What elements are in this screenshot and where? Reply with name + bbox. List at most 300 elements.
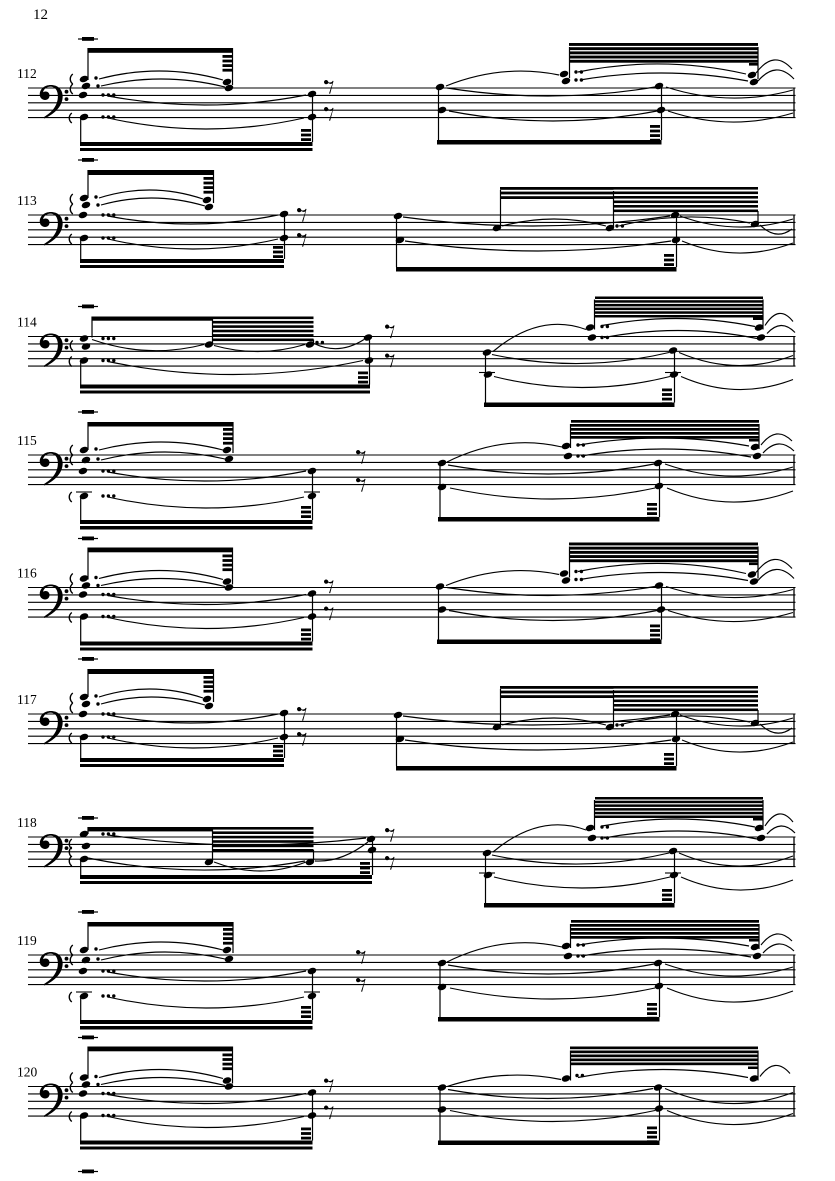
slur — [761, 434, 792, 445]
slur — [446, 71, 559, 86]
augmentation-dot — [574, 570, 577, 573]
beam-stub — [650, 134, 660, 137]
notehead — [437, 483, 447, 492]
slur — [758, 70, 794, 81]
notehead — [561, 442, 571, 451]
tremolo-beam — [614, 691, 759, 694]
system-measure-112 — [17, 37, 796, 151]
notehead — [747, 570, 757, 579]
slur — [403, 216, 670, 226]
notehead — [756, 834, 766, 843]
beam — [749, 939, 759, 942]
slur — [108, 595, 306, 605]
beam-stub — [358, 372, 368, 375]
tremolo-beam — [595, 308, 763, 311]
augmentation-dot — [112, 213, 115, 216]
beam-stub — [650, 139, 660, 142]
beam-stub — [662, 898, 672, 901]
slur — [101, 952, 225, 960]
arpeggio-paren-icon — [70, 703, 73, 713]
notehead — [563, 452, 573, 461]
slur — [92, 340, 204, 351]
augmentation-dot — [101, 93, 104, 96]
slur — [767, 325, 795, 333]
slur — [602, 318, 755, 326]
notehead — [307, 467, 317, 476]
tremolo-beam — [213, 317, 314, 320]
notehead — [393, 212, 403, 221]
slur — [667, 988, 793, 1002]
slur — [214, 345, 305, 352]
slur — [447, 443, 562, 462]
tremolo-beam — [213, 321, 314, 324]
tremolo-beam — [571, 432, 759, 435]
beam — [80, 1026, 313, 1030]
beam-stub — [223, 433, 233, 436]
notehead — [279, 709, 289, 718]
beam-stub — [223, 437, 233, 440]
bass-clef-dot — [65, 957, 69, 961]
augmentation-dot — [96, 584, 99, 587]
tremolo-beam — [569, 555, 758, 558]
beam-stub — [301, 1132, 311, 1135]
beam-stub — [301, 511, 311, 514]
notehead — [668, 346, 678, 355]
notehead — [78, 467, 88, 476]
arpeggio-paren-icon — [70, 455, 73, 465]
notehead — [307, 1088, 317, 1097]
beam-stub — [301, 515, 311, 518]
beam — [80, 520, 313, 524]
eighth-rest-icon — [324, 107, 334, 121]
beam — [80, 391, 370, 394]
augmentation-dot — [112, 1114, 115, 1117]
notehead — [437, 459, 447, 468]
arpeggio-paren-icon — [70, 1083, 73, 1093]
notehead — [81, 842, 91, 851]
measure-number: 116 — [17, 565, 37, 581]
beam-stub — [647, 1012, 657, 1015]
eighth-rest-icon — [385, 354, 395, 368]
augmentation-dot — [101, 469, 104, 472]
notehead — [654, 982, 664, 991]
notehead — [78, 967, 88, 976]
arpeggio-paren-icon — [70, 584, 73, 594]
beam-stub — [650, 625, 660, 628]
tremolo-beam — [595, 797, 763, 800]
beam-stub — [647, 1017, 657, 1020]
beam-stub — [223, 60, 233, 63]
augmentation-dot — [112, 994, 115, 997]
tremolo-beam — [614, 210, 759, 213]
beam-stub — [664, 762, 674, 765]
beam-stub — [647, 1003, 657, 1006]
notehead — [78, 1089, 88, 1098]
beam-stub — [647, 503, 657, 506]
slur — [756, 559, 792, 572]
beam-stub — [223, 1054, 233, 1057]
augmentation-dot — [615, 723, 618, 726]
notehead — [363, 333, 373, 342]
arpeggio-paren-icon — [70, 194, 73, 204]
slur — [99, 442, 223, 450]
beam-stub — [301, 633, 311, 636]
augmentation-dot — [101, 832, 104, 835]
beam-stub — [204, 186, 214, 189]
tremolo-beam — [570, 1059, 758, 1062]
slur — [101, 452, 225, 460]
beam-stub — [223, 1067, 233, 1070]
augmentation-dot — [575, 1074, 578, 1077]
eighth-rest-icon — [385, 828, 395, 842]
notehead — [483, 871, 493, 880]
slur — [108, 738, 278, 748]
measure-number: 113 — [17, 193, 37, 208]
tremolo-beam — [570, 1063, 758, 1066]
notehead — [81, 456, 91, 465]
slur — [579, 938, 749, 946]
beam-stub — [301, 1128, 311, 1131]
beam-stub — [664, 753, 674, 756]
beam — [80, 875, 372, 879]
notehead — [307, 612, 317, 621]
notehead — [656, 106, 666, 115]
eighth-rest-icon — [324, 1106, 334, 1120]
augmentation-dot — [112, 359, 115, 362]
notehead — [752, 452, 762, 461]
slur — [580, 572, 748, 580]
arpeggio-paren-icon — [69, 733, 72, 743]
system-measure-114 — [17, 297, 796, 408]
slur — [682, 241, 793, 253]
slur — [579, 438, 749, 446]
augmentation-dot — [112, 93, 115, 96]
arpeggio-paren-icon — [69, 492, 72, 502]
tremolo-dash-icon — [82, 37, 94, 41]
slur — [108, 997, 304, 1008]
augmentation-dot — [94, 76, 97, 79]
beam-stub — [273, 246, 283, 249]
measure-number: 115 — [17, 433, 37, 448]
notehead — [656, 605, 666, 614]
beam — [88, 48, 233, 53]
slur — [405, 241, 671, 251]
slur — [681, 377, 793, 390]
beam-stub — [223, 555, 233, 558]
beam — [88, 422, 233, 427]
notehead — [654, 82, 664, 91]
beam — [80, 1141, 313, 1145]
slur — [108, 1094, 306, 1104]
augmentation-dot — [96, 957, 99, 960]
augmentation-dot — [615, 224, 618, 227]
notehead — [78, 590, 88, 599]
eighth-rest-icon — [356, 450, 366, 464]
beam — [753, 818, 763, 821]
system-measure-118 — [17, 797, 796, 908]
bass-clef-dot — [65, 217, 69, 221]
slur — [101, 578, 225, 586]
beam — [437, 140, 662, 145]
beam-stub — [662, 402, 672, 405]
notehead — [81, 82, 91, 91]
slur — [493, 825, 586, 852]
slur — [101, 198, 205, 206]
slur — [101, 1077, 225, 1085]
tremolo-beam — [614, 686, 759, 689]
beam-stub — [650, 130, 660, 133]
tremolo-dash-icon — [82, 410, 94, 414]
slur — [492, 353, 669, 364]
tremolo-beam — [500, 192, 614, 195]
beam — [80, 142, 313, 146]
augmentation-dot — [112, 615, 115, 618]
arpeggio-paren-icon — [70, 574, 73, 584]
notehead — [307, 589, 317, 598]
beam — [88, 170, 214, 175]
arpeggio-paren-icon — [70, 693, 73, 703]
notehead — [222, 946, 232, 955]
slur — [680, 715, 793, 726]
tremolo-beam — [213, 330, 314, 333]
tremolo-beam — [213, 836, 314, 839]
beam-stub — [204, 690, 214, 693]
notehead — [482, 348, 492, 357]
augmentation-dot — [112, 494, 115, 497]
tremolo-beam — [595, 812, 763, 815]
slur — [405, 740, 671, 750]
eighth-rest-icon — [385, 856, 395, 870]
slur — [668, 611, 793, 622]
eighth-rest-icon — [324, 580, 334, 594]
notehead — [307, 992, 317, 1001]
system-measure-113 — [17, 158, 796, 272]
notehead — [279, 234, 289, 243]
tremolo-beam — [571, 924, 759, 927]
tremolo-beam — [571, 932, 759, 935]
slur — [602, 819, 755, 827]
augmentation-dot — [112, 236, 115, 239]
beam-stub — [301, 1137, 311, 1140]
notehead — [393, 711, 403, 720]
tremolo-beam — [571, 928, 759, 931]
beam — [88, 548, 233, 553]
bass-clef-dot — [65, 839, 69, 843]
notehead — [307, 113, 317, 122]
slur — [756, 60, 792, 73]
augmentation-dot — [94, 694, 97, 697]
beam-stub — [650, 638, 660, 641]
slur — [619, 217, 750, 226]
beam-stub — [662, 398, 672, 401]
beam-stub — [358, 381, 368, 384]
augmentation-dot — [101, 115, 104, 118]
augmentation-dot — [600, 336, 603, 339]
beam — [80, 526, 313, 530]
beam — [80, 1020, 313, 1024]
beam-stub — [223, 942, 233, 945]
beam — [80, 881, 372, 884]
measure-number: 119 — [17, 933, 37, 948]
tremolo-beam — [569, 559, 758, 562]
bass-clef-icon — [40, 585, 63, 618]
slur — [449, 611, 657, 621]
notehead — [669, 871, 679, 880]
beam-stub — [223, 559, 233, 562]
beam — [80, 758, 284, 762]
beam-stub — [662, 894, 672, 897]
arpeggio-paren-icon — [70, 445, 73, 455]
slur — [449, 111, 657, 121]
beam — [753, 318, 763, 321]
slur — [581, 949, 751, 957]
tremolo-beam — [213, 849, 314, 852]
tremolo-dash-icon — [82, 910, 94, 914]
system-measure-116 — [17, 537, 796, 651]
bass-clef-icon — [40, 1084, 63, 1117]
beam-stub — [204, 676, 214, 679]
tremolo-beam — [569, 547, 758, 550]
tremolo-beam — [213, 840, 314, 843]
tremolo-beam — [569, 51, 758, 54]
notehead — [654, 581, 664, 590]
augmentation-dot — [96, 457, 99, 460]
slur — [761, 934, 792, 945]
augmentation-dot — [107, 337, 110, 340]
slur — [450, 488, 655, 499]
notehead — [307, 492, 317, 501]
beam — [484, 903, 675, 908]
beam-stub — [223, 64, 233, 67]
beam-stub — [301, 129, 311, 132]
slur — [108, 118, 304, 129]
beam-stub — [647, 1008, 657, 1011]
beam — [749, 563, 758, 566]
eighth-rest-icon — [324, 607, 334, 621]
arpeggio-paren-icon — [69, 357, 72, 367]
bass-clef-dot — [65, 964, 69, 968]
slur — [680, 216, 793, 227]
augmentation-dot — [101, 494, 104, 497]
beam — [88, 827, 213, 831]
notehead — [654, 1104, 664, 1113]
tremolo-beam — [595, 297, 763, 300]
notehead — [437, 959, 447, 968]
eighth-rest-icon — [324, 80, 334, 94]
augmentation-dot — [94, 947, 97, 950]
tremolo-dash-icon — [82, 1036, 94, 1040]
beam-stub — [223, 1063, 233, 1066]
slur — [88, 858, 305, 870]
slur — [763, 944, 794, 953]
beam-stub — [647, 1136, 657, 1139]
augmentation-dot — [574, 70, 577, 73]
beam-stub — [223, 937, 233, 940]
augmentation-dot — [101, 994, 104, 997]
beam — [80, 648, 313, 651]
notehead — [587, 333, 597, 342]
slur — [667, 1111, 793, 1125]
augmentation-dot — [112, 1092, 115, 1095]
beam-stub — [647, 512, 657, 515]
beam — [438, 1141, 660, 1146]
notehead — [81, 201, 91, 210]
beam-stub — [650, 629, 660, 632]
beam-stub — [204, 685, 214, 688]
augmentation-dot — [574, 78, 577, 81]
bass-clef-dot — [65, 1088, 69, 1092]
notehead — [81, 1080, 91, 1089]
slur — [108, 1117, 304, 1128]
beam-stub — [223, 1058, 233, 1061]
slur — [108, 239, 278, 249]
augmentation-dot — [112, 337, 115, 340]
augmentation-dot — [606, 325, 609, 328]
slur — [101, 79, 225, 87]
notehead — [279, 210, 289, 219]
tremolo-beam — [570, 1047, 758, 1050]
slur — [667, 488, 793, 502]
bass-clef-icon — [40, 334, 63, 367]
system-measure-120 — [17, 1036, 796, 1174]
beam-stub — [204, 177, 214, 180]
beam-stub — [223, 933, 233, 936]
arpeggio-paren-icon — [70, 74, 73, 84]
measure-number: 112 — [17, 66, 37, 81]
beam-stub — [360, 867, 370, 870]
tremolo-beam — [500, 686, 614, 689]
beam — [749, 63, 758, 66]
beam-stub — [223, 928, 233, 931]
slur — [447, 943, 562, 962]
arpeggio-paren-icon — [70, 84, 73, 94]
tremolo-beam — [614, 700, 759, 703]
notehead — [653, 959, 663, 968]
tremolo-beam — [595, 304, 763, 307]
tremolo-beam — [614, 205, 759, 208]
tremolo-beam — [213, 339, 314, 342]
bass-clef-icon — [40, 85, 63, 118]
bass-clef-dot — [65, 90, 69, 94]
beam-stub — [204, 191, 214, 194]
beam — [88, 922, 233, 927]
augmentation-dot — [576, 454, 579, 457]
augmentation-dot — [96, 84, 99, 87]
notehead — [222, 446, 232, 455]
beam-stub — [301, 638, 311, 641]
beam-stub — [647, 1140, 657, 1143]
beam-stub — [273, 251, 283, 254]
slur — [681, 877, 793, 890]
tremolo-beam — [570, 1055, 758, 1058]
beam-stub — [301, 134, 311, 137]
bass-clef-dot — [65, 589, 69, 593]
slur — [492, 853, 669, 864]
bass-clef-dot — [65, 224, 69, 228]
augmentation-dot — [574, 578, 577, 581]
beam-stub — [223, 69, 233, 72]
slur — [765, 313, 793, 325]
tremolo-beam — [614, 709, 759, 712]
beam — [438, 1017, 660, 1022]
slur — [581, 449, 751, 457]
tremolo-beam — [213, 831, 314, 834]
measure-number: 117 — [17, 692, 37, 707]
augmentation-dot — [112, 969, 115, 972]
notehead — [81, 700, 91, 709]
slur — [446, 571, 559, 586]
beam-stub — [664, 758, 674, 761]
